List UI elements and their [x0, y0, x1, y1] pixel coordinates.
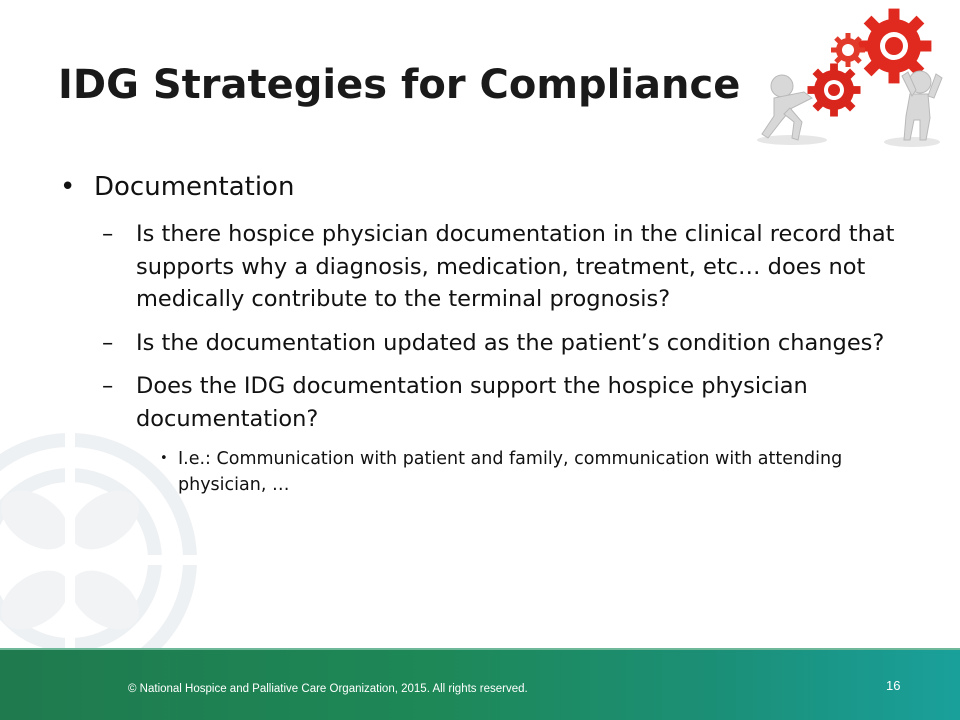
bullet-dot: • — [60, 172, 76, 202]
figures-pushing-gears-icon — [752, 0, 944, 152]
subsubbullet-text: I.e.: Communication with patient and family, communication with attending physician, … — [178, 449, 843, 495]
subbullet-documentation-updated — [102, 327, 930, 360]
subbullet-dash: – — [102, 329, 114, 356]
page-number: 16 — [886, 678, 901, 693]
subsubbullet-communication — [160, 446, 930, 498]
footer-divider — [0, 648, 960, 650]
subbullet-text: Does the IDG documentation support the hospice physician documentation? — [136, 373, 808, 432]
slide-title: IDG Strategies for Compliance — [58, 62, 741, 108]
subbullet-text: Is there hospice physician documentation in the clinical record that supports why a diagnosis, medication, treatment, etc… does not medically contribute to the terminal prognosis? — [136, 221, 895, 312]
subbullet-physician-documentation — [102, 218, 930, 316]
slide-body — [60, 170, 930, 498]
bullet-documentation — [60, 170, 930, 204]
subbullet-text: Is the documentation updated as the patient’s condition changes? — [136, 329, 885, 356]
subbullet-dash: – — [102, 373, 114, 399]
bullet-text: Documentation — [94, 172, 295, 202]
copyright-notice: © National Hospice and Palliative Care Organization, 2015. All rights reserved. — [128, 683, 528, 695]
subsubbullet-dot: • — [160, 451, 168, 466]
subbullet-idg-documentation — [102, 370, 930, 435]
subbullet-dash: – — [102, 221, 114, 247]
